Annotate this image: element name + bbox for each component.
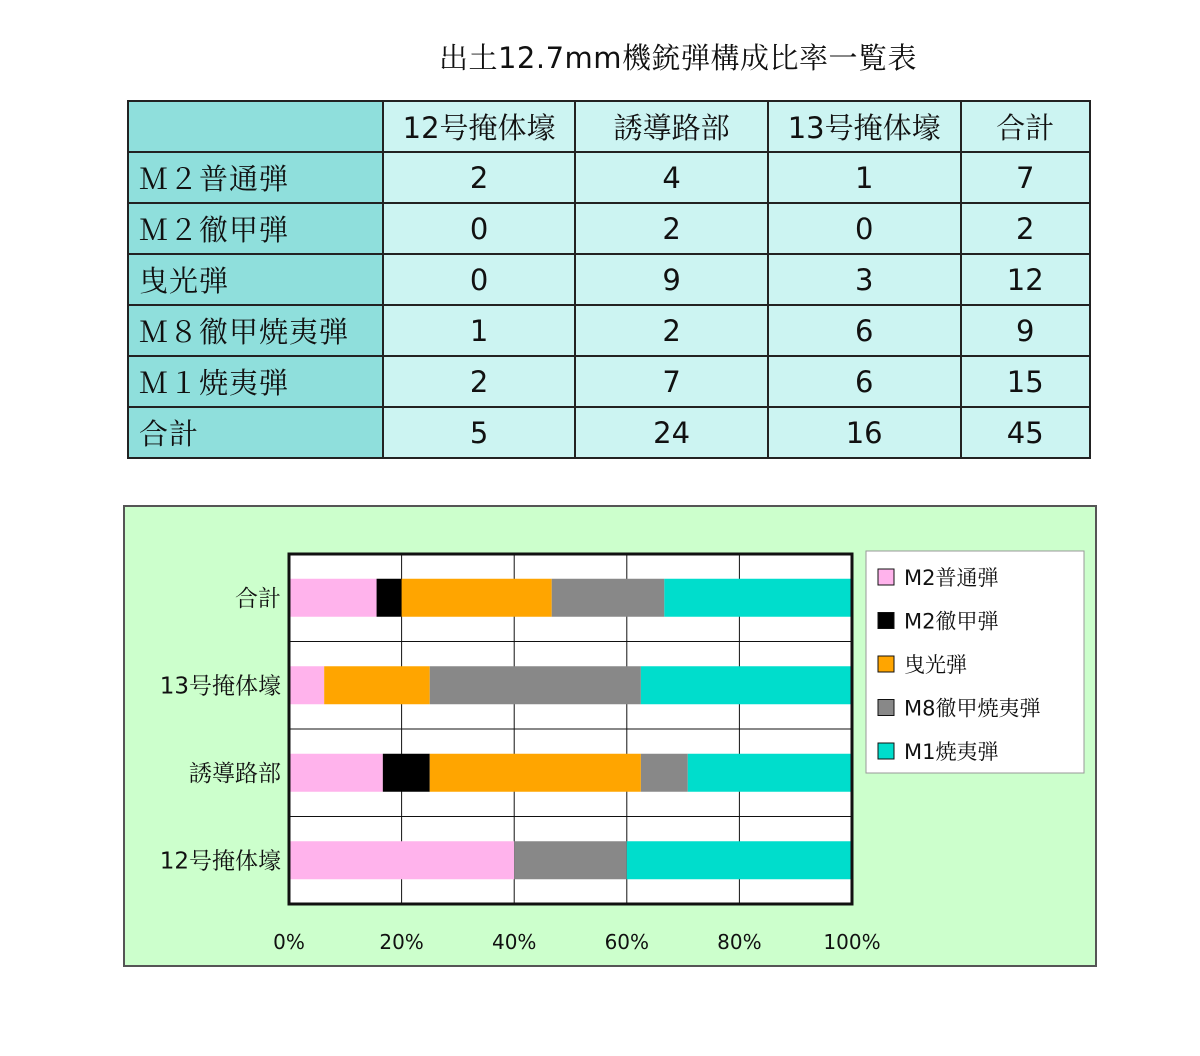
table-cell: 9 [961,305,1090,356]
column-header: 合計 [961,101,1090,152]
bar-segment [664,579,852,617]
table-cell: 0 [383,203,576,254]
category-label: 誘導路部 [189,760,281,787]
table-cell: 1 [768,152,961,203]
row-label: Ｍ１焼夷弾 [128,356,383,407]
x-tick-label: 100% [823,930,881,954]
table-cell: 12 [961,254,1090,305]
column-header: 誘導路部 [575,101,767,152]
x-tick-label: 80% [717,930,762,954]
legend-label: M2徹甲弾 [904,609,999,634]
bar-segment [641,754,688,792]
table-header-row [128,101,1090,152]
page-title: 出土12.7mm機銃弾構成比率一覧表 [438,41,918,75]
table-cell: 5 [383,407,576,458]
stacked-bar-chart [125,507,1095,965]
table-row [128,254,1090,305]
table-corner-cell [128,101,383,152]
table-cell: 45 [961,407,1090,458]
table-cell: 6 [768,356,961,407]
table-cell: 16 [768,407,961,458]
bar-segment [430,666,641,704]
table-cell: 7 [961,152,1090,203]
category-label: 12号掩体壕 [159,848,281,875]
table-cell: 2 [383,152,576,203]
bar-segment [289,666,324,704]
legend-label: M2普通弾 [904,566,999,590]
table-cell: 7 [575,356,767,407]
table-cell: 2 [961,203,1090,254]
table-cell: 2 [383,356,576,407]
row-label: Ｍ２徹甲弾 [128,203,383,254]
x-tick-label: 20% [379,930,424,954]
row-label: 曳光弾 [128,254,383,305]
table-row [128,407,1090,458]
bar-segment [377,579,402,617]
bar-segment [688,754,852,792]
bar-segment [289,579,377,617]
table-cell: 2 [575,203,767,254]
bar-segment [289,841,514,879]
table-cell: 24 [575,407,767,458]
category-label: 13号掩体壕 [159,673,281,700]
row-label: Ｍ２普通弾 [128,152,383,203]
table-cell: 15 [961,356,1090,407]
legend-label: M8徹甲焼夷弾 [904,696,1041,721]
column-header: 13号掩体壕 [768,101,961,152]
bar-segment [402,579,552,617]
table-cell: 9 [575,254,767,305]
bar-segment [641,666,852,704]
legend-swatch [878,613,894,629]
table-cell: 1 [383,305,576,356]
table-cell: 6 [768,305,961,356]
legend-label: M1焼夷弾 [904,740,999,764]
x-tick-label: 60% [604,930,650,954]
x-tick-label: 0% [273,930,305,954]
table-row [128,152,1090,203]
row-label: Ｍ８徹甲焼夷弾 [128,305,383,356]
legend-swatch [878,656,894,672]
category-label: 合計 [235,585,281,612]
bar-segment [289,754,383,792]
bar-segment [552,579,665,617]
summary-table [127,100,1091,459]
column-header: 12号掩体壕 [383,101,576,152]
legend-swatch [878,743,894,759]
table-row [128,305,1090,356]
bar-segment [514,841,627,879]
table-cell: 4 [575,152,767,203]
bar-segment [627,841,852,879]
x-tick-label: 40% [491,930,537,954]
legend-swatch [878,569,894,585]
bar-segment [430,754,641,792]
chart-panel [123,505,1097,967]
legend-label: 曳光弾 [904,653,967,677]
row-label: 合計 [128,407,383,458]
table-row [128,356,1090,407]
legend-swatch [878,700,894,716]
table-row [128,203,1090,254]
bar-segment [324,666,430,704]
bar-segment [383,754,430,792]
table-cell: 0 [383,254,576,305]
table-cell: 0 [768,203,961,254]
table-cell: 2 [575,305,767,356]
table-cell: 3 [768,254,961,305]
